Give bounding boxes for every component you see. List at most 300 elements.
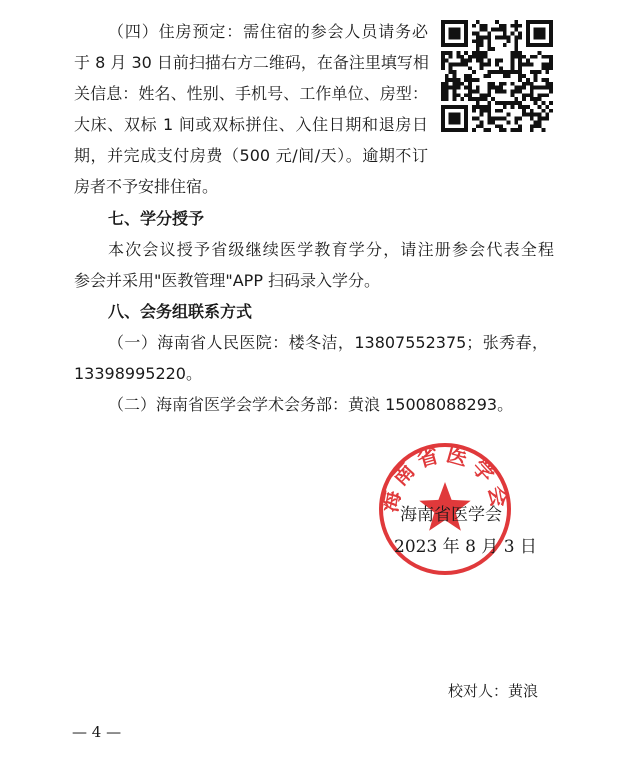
qr-module [518,24,522,28]
qr-module [476,47,480,51]
qr-module [453,20,457,24]
qr-module [441,120,445,124]
qr-module [456,120,460,124]
qr-module [453,113,457,117]
qr-module [441,105,445,109]
qr-module [483,55,487,59]
qr-module [464,78,468,82]
qr-module [522,86,526,90]
qr-module [476,90,480,94]
qr-module [495,124,499,128]
qr-module [468,66,472,70]
qr-module [449,55,453,59]
qr-module [464,51,468,55]
qr-module [464,59,468,63]
qr-module [530,113,534,117]
qr-module [487,47,491,51]
qr-module [441,90,445,94]
qr-module [511,51,515,55]
qr-module [456,35,460,39]
qr-module [534,86,538,90]
qr-module [507,113,511,117]
qr-module [514,120,518,124]
qr-module [483,74,487,78]
qr-module [499,28,503,32]
qr-module [456,93,460,97]
qr-module [480,120,484,124]
qr-module [483,24,487,28]
qr-module [495,70,499,74]
qr-module [476,51,480,55]
qr-module [534,78,538,82]
qr-module [534,120,538,124]
qr-module [480,28,484,32]
qr-module [530,20,534,24]
qr-module [495,20,499,24]
qr-module [549,24,553,28]
proofreader: 校对人：黄浪 [448,682,539,700]
qr-module [453,117,457,121]
qr-module [441,109,445,113]
qr-module [456,28,460,32]
qr-module [449,43,453,47]
qr-module [534,32,538,36]
qr-module [507,70,511,74]
qr-module [487,86,491,90]
qr-module [545,20,549,24]
credit-line-1: 本次会议授予省级继续医学教育学分，请注册参会代表全程 [108,240,554,259]
qr-module [453,43,457,47]
qr-module [476,97,480,101]
qr-module [445,74,449,78]
qr-module [511,62,515,66]
qr-module [503,32,507,36]
qr-module [449,62,453,66]
qr-module [464,24,468,28]
qr-module [487,128,491,132]
qr-module [518,128,522,132]
qr-module [453,128,457,132]
qr-module [472,78,476,82]
qr-module [518,62,522,66]
qr-module [534,35,538,39]
qr-module [456,62,460,66]
qr-module [511,82,515,86]
qr-module [518,66,522,70]
qr-module [511,24,515,28]
qr-module [499,128,503,132]
qr-module [441,93,445,97]
qr-module [514,101,518,105]
qr-module [522,93,526,97]
qr-module [476,32,480,36]
qr-module [514,55,518,59]
qr-module [541,35,545,39]
qr-module [464,43,468,47]
qr-module [499,86,503,90]
qr-module [503,90,507,94]
qr-module [526,43,530,47]
qr-module [518,59,522,63]
qr-module [495,90,499,94]
qr-module [511,128,515,132]
qr-module [472,128,476,132]
qr-module [453,90,457,94]
qr-module [538,32,542,36]
qr-module [549,86,553,90]
qr-module [468,82,472,86]
qr-module [483,62,487,66]
qr-module [441,86,445,90]
qr-module [491,28,495,32]
qr-module [472,109,476,113]
qr-module [507,74,511,78]
qr-module [464,86,468,90]
qr-module [460,105,464,109]
qr-module [514,47,518,51]
qr-module [530,55,534,59]
qr-module [491,97,495,101]
qr-module [534,70,538,74]
housing-line-1: （四）住房预定：需住宿的参会人员请务必 [108,22,428,41]
qr-module [487,93,491,97]
qr-module [522,113,526,117]
qr-module [538,51,542,55]
qr-module [549,32,553,36]
qr-module [526,32,530,36]
qr-module [449,78,453,82]
qr-module [503,128,507,132]
qr-module [534,97,538,101]
qr-module [549,20,553,24]
qr-module [487,39,491,43]
qr-module [526,35,530,39]
qr-module [499,59,503,63]
qr-module [491,82,495,86]
qr-module [480,105,484,109]
housing-line-5: 期，并完成支付房费（500 元/间/天）。逾期不订 [74,146,428,165]
qr-module [514,51,518,55]
qr-module [495,62,499,66]
qr-module [453,32,457,36]
qr-module [441,82,445,86]
qr-module [499,90,503,94]
qr-module [514,43,518,47]
qr-module [507,35,511,39]
qr-module [441,128,445,132]
qr-module [541,86,545,90]
qr-module [545,113,549,117]
qr-module [483,28,487,32]
qr-module [441,124,445,128]
qr-module [480,124,484,128]
qr-module [499,70,503,74]
qr-module [534,113,538,117]
qr-module [545,62,549,66]
qr-module [499,66,503,70]
qr-module [538,117,542,121]
qr-module [514,35,518,39]
contact-line-3: （二）海南省医学会学术会务部：黄浪 15008088293。 [108,395,514,414]
qr-module [538,124,542,128]
qr-module [468,55,472,59]
qr-module [464,120,468,124]
qr-module [453,74,457,78]
qr-module [491,120,495,124]
qr-module [503,117,507,121]
qr-module [522,105,526,109]
qr-module [472,55,476,59]
qr-module [449,35,453,39]
qr-module [526,93,530,97]
qr-module [514,86,518,90]
qr-module [445,59,449,63]
qr-module [487,35,491,39]
qr-module [518,55,522,59]
contact-line-1: （一）海南省人民医院：楼冬洁，13807552375；张秀春， [108,333,548,352]
qr-module [453,62,457,66]
qr-module [487,120,491,124]
qr-module [541,78,545,82]
qr-module [522,55,526,59]
qr-module [476,59,480,63]
qr-module [538,70,542,74]
qr-module [453,120,457,124]
qr-module [526,62,530,66]
qr-module [445,97,449,101]
qr-module [541,32,545,36]
qr-module [480,59,484,63]
housing-line-4: 大床、双标 1 间或双标拼住、入住日期和退房日 [74,115,428,134]
qr-module [480,113,484,117]
qr-module [441,117,445,121]
qr-module [541,109,545,113]
qr-code-icon[interactable] [441,20,553,132]
qr-module [514,117,518,121]
qr-module [514,24,518,28]
qr-module [468,90,472,94]
qr-module [445,20,449,24]
qr-module [476,117,480,121]
qr-module [495,117,499,121]
qr-module [441,97,445,101]
qr-module [518,117,522,121]
qr-module [534,43,538,47]
qr-module [526,78,530,82]
qr-module [549,43,553,47]
qr-module [530,70,534,74]
qr-module [464,128,468,132]
qr-module [460,55,464,59]
qr-module [480,109,484,113]
qr-module [549,59,553,63]
qr-module [480,35,484,39]
qr-module [441,62,445,66]
qr-module [503,82,507,86]
qr-module [441,43,445,47]
qr-module [545,70,549,74]
qr-module [541,62,545,66]
qr-module [449,32,453,36]
housing-line-6: 房者不予安排住宿。 [74,177,219,196]
qr-module [514,70,518,74]
qr-module [441,32,445,36]
qr-module [456,43,460,47]
qr-module [514,90,518,94]
qr-module [476,35,480,39]
qr-module [495,109,499,113]
qr-module [499,109,503,113]
qr-module [464,39,468,43]
qr-module [530,117,534,121]
page-number: — 4 — [72,723,122,741]
qr-module [538,20,542,24]
qr-module [460,97,464,101]
qr-module [534,28,538,32]
qr-module [441,66,445,70]
qr-module [453,86,457,90]
qr-module [549,35,553,39]
qr-module [522,109,526,113]
qr-module [541,101,545,105]
qr-module [518,74,522,78]
qr-module [449,20,453,24]
qr-module [464,32,468,36]
qr-module [503,70,507,74]
qr-module [534,55,538,59]
qr-module [464,74,468,78]
qr-module [549,55,553,59]
qr-module [449,51,453,55]
qr-module [538,97,542,101]
qr-module [460,62,464,66]
qr-module [453,97,457,101]
qr-module [534,20,538,24]
qr-module [456,55,460,59]
qr-module [530,43,534,47]
qr-module [487,62,491,66]
qr-module [480,62,484,66]
qr-module [445,128,449,132]
qr-module [545,66,549,70]
qr-module [507,39,511,43]
qr-module [445,82,449,86]
qr-module [453,82,457,86]
qr-module [483,35,487,39]
qr-module [453,105,457,109]
qr-module [503,35,507,39]
qr-module [487,82,491,86]
qr-module [514,97,518,101]
qr-module [526,39,530,43]
qr-module [449,117,453,121]
qr-module [472,32,476,36]
qr-module [449,28,453,32]
signature-date: 2023 年 8 月 3 日 [394,537,537,557]
qr-module [476,78,480,82]
qr-module [445,78,449,82]
qr-module [526,20,530,24]
qr-module [487,90,491,94]
qr-module [476,39,480,43]
qr-module [511,55,515,59]
qr-module [518,70,522,74]
qr-module [545,82,549,86]
qr-module [487,32,491,36]
qr-module [545,86,549,90]
qr-module [449,86,453,90]
qr-module [468,59,472,63]
qr-module [541,66,545,70]
qr-module [483,128,487,132]
qr-module [545,117,549,121]
housing-line-3: 关信息：姓名、性别、手机号、工作单位、房型： [74,84,428,103]
qr-module [499,82,503,86]
qr-module [518,124,522,128]
qr-module [530,97,534,101]
qr-module [487,70,491,74]
contact-heading: 八、会务组联系方式 [108,302,253,321]
qr-module [449,70,453,74]
qr-module [480,97,484,101]
qr-module [468,74,472,78]
qr-module [464,105,468,109]
qr-module [487,105,491,109]
qr-module [518,35,522,39]
qr-module [522,82,526,86]
qr-module [549,39,553,43]
qr-module [538,105,542,109]
qr-module [530,128,534,132]
qr-module [495,59,499,63]
qr-module [503,24,507,28]
qr-module [499,101,503,105]
qr-module [538,28,542,32]
qr-module [441,20,445,24]
qr-module [514,28,518,32]
qr-module [472,39,476,43]
qr-module [464,124,468,128]
qr-module [472,24,476,28]
qr-module [453,78,457,82]
qr-module [453,93,457,97]
qr-module [491,86,495,90]
qr-module [464,113,468,117]
qr-module [541,117,545,121]
qr-module [522,62,526,66]
qr-module [449,120,453,124]
qr-module [503,101,507,105]
qr-module [441,59,445,63]
contact-line-2: 13398995220。 [74,364,202,383]
qr-module [441,24,445,28]
qr-module [487,109,491,113]
qr-module [487,74,491,78]
qr-module [480,93,484,97]
qr-module [445,105,449,109]
qr-module [445,43,449,47]
qr-module [526,113,530,117]
qr-module [549,82,553,86]
qr-module [499,117,503,121]
qr-module [495,101,499,105]
qr-module [472,105,476,109]
qr-module [530,90,534,94]
qr-module [464,93,468,97]
qr-module [476,86,480,90]
qr-module [518,105,522,109]
qr-module [456,128,460,132]
